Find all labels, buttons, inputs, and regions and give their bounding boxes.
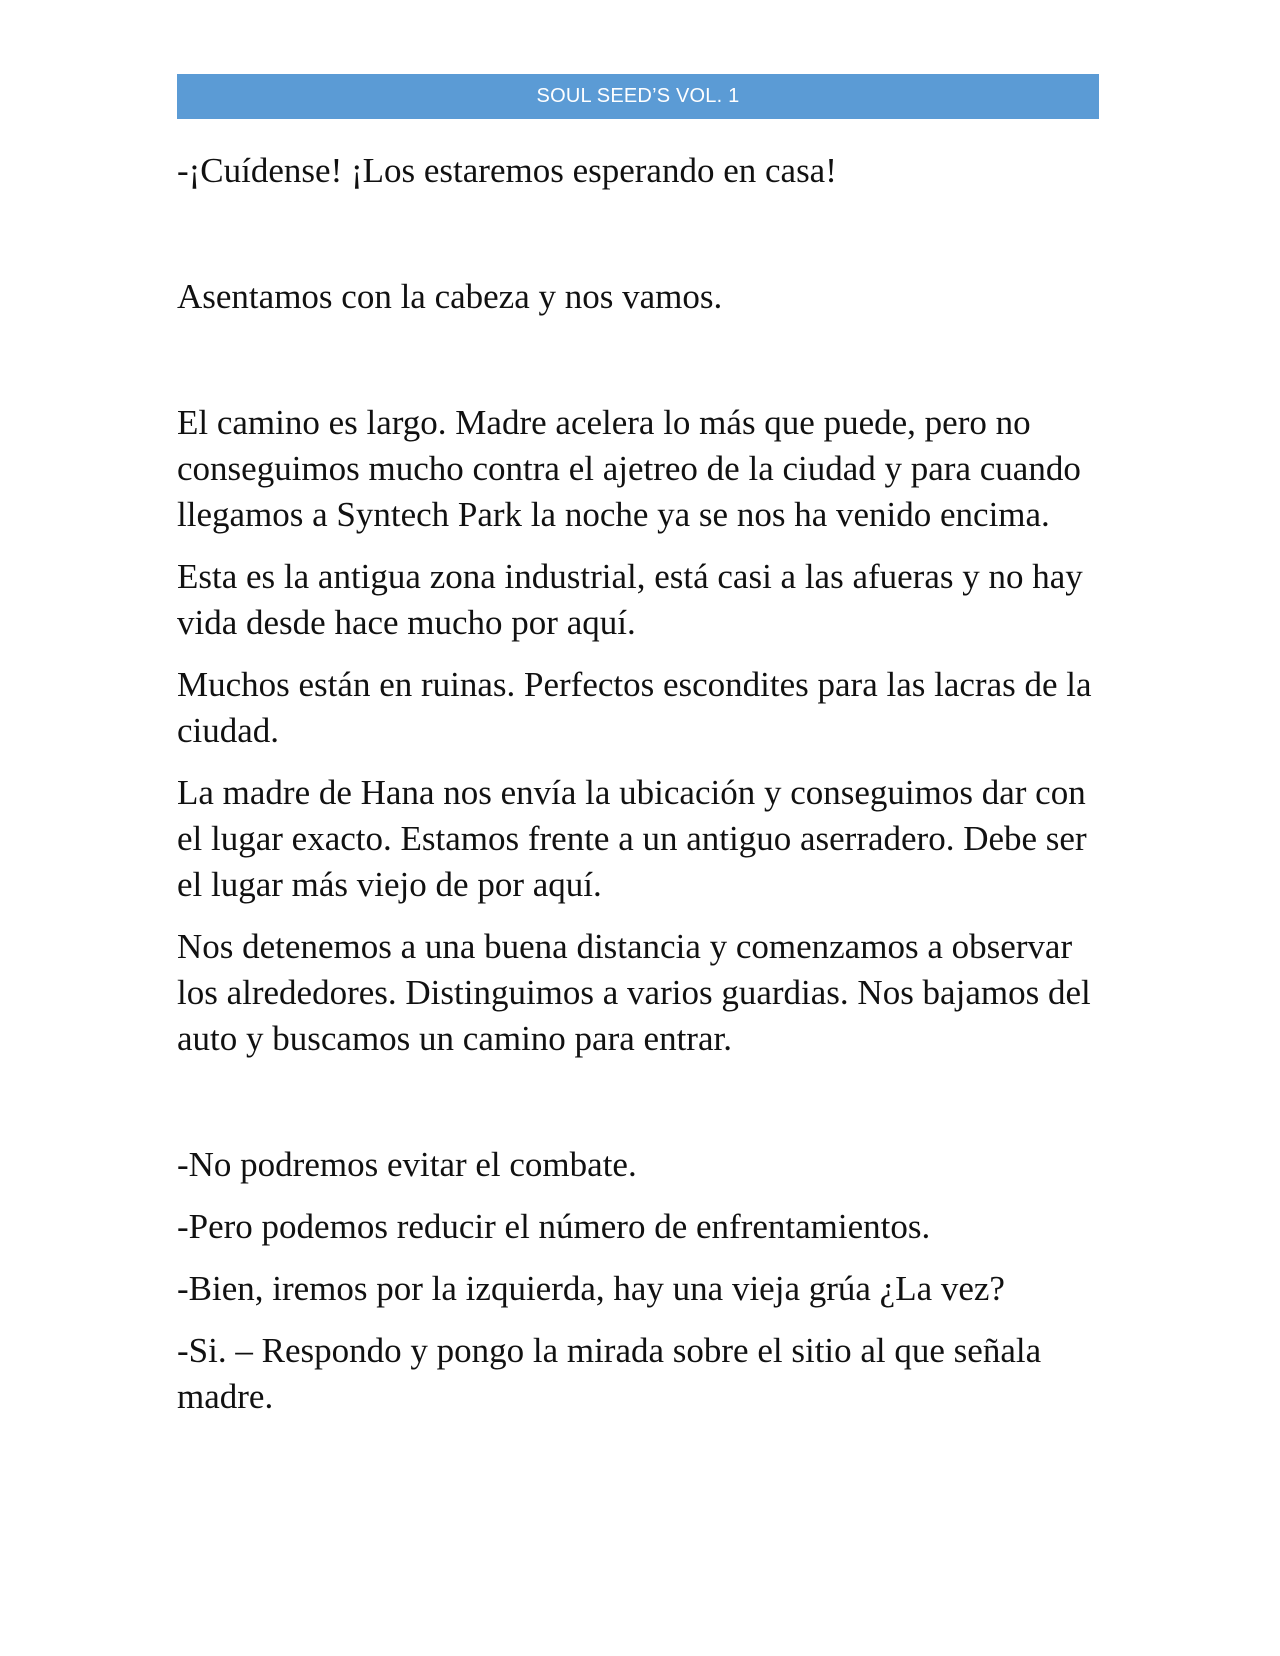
paragraph: -Pero podemos reducir el número de enfrentamientos. (177, 1207, 931, 1246)
running-header (177, 74, 1099, 119)
paragraph: Muchos están en ruinas. Perfectos escondites para las lacras de la ciudad. (177, 665, 1092, 750)
paragraph: -Si. – Respondo y pongo la mirada sobre el sitio al que señala madre. (177, 1331, 1042, 1416)
header-title: SOUL SEED’S VOL. 1 (536, 85, 740, 107)
paragraph: Asentamos con la cabeza y nos vamos. (177, 277, 723, 316)
paragraph: -Bien, iremos por la izquierda, hay una vieja grúa ¿La vez? (177, 1269, 1005, 1308)
paragraph: -No podremos evitar el combate. (177, 1145, 637, 1184)
body-text (177, 148, 1107, 1436)
paragraph: Esta es la antigua zona industrial, está casi a las afueras y no hay vida desde hace mucho por aquí. (177, 557, 1083, 642)
paragraph: El camino es largo. Madre acelera lo más que puede, pero no conseguimos mucho contra el ajetreo de la ciudad y para cuando llegamos a Syntech Park la noche ya se nos ha venido encima. (177, 403, 1081, 534)
paragraph: Nos detenemos a una buena distancia y comenzamos a observar los alrededores. Distinguimos a varios guardias. Nos bajamos del auto y buscamos un camino para entrar. (177, 927, 1091, 1058)
paragraph: La madre de Hana nos envía la ubicación y conseguimos dar con el lugar exacto. Estamos frente a un antiguo aserradero. Debe ser el lugar más viejo de por aquí. (177, 773, 1087, 904)
paragraph: -¡Cuídense! ¡Los estaremos esperando en casa! (177, 151, 837, 190)
